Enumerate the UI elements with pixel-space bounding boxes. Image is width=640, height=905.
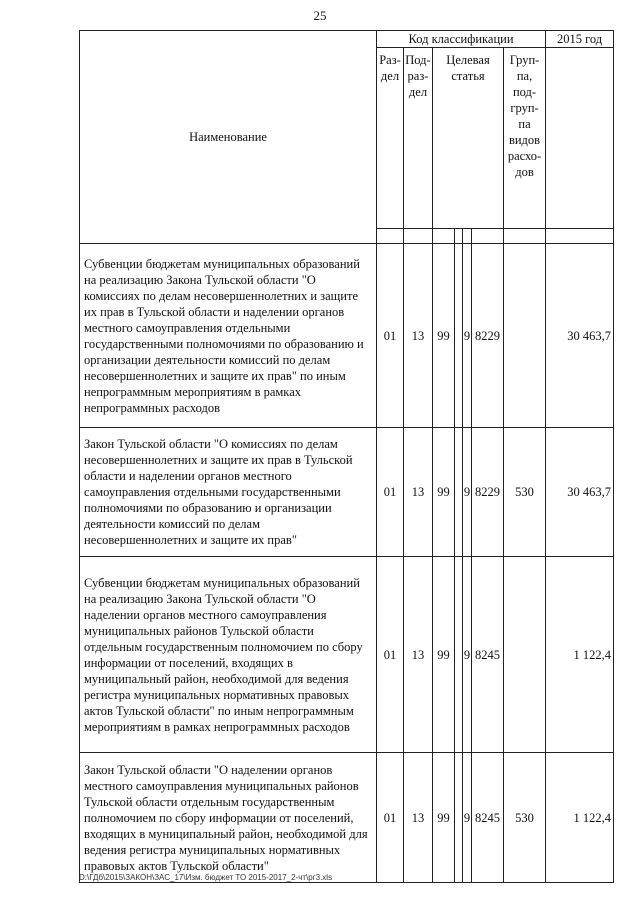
row-target-1: 99 <box>433 428 455 557</box>
row-amount: 1 122,4 <box>546 753 614 883</box>
row-podrazdel: 13 <box>404 753 433 883</box>
row-razdel: 01 <box>377 244 404 428</box>
row-target-3: 9 <box>463 557 472 753</box>
row-target-3: 9 <box>463 428 472 557</box>
row-name: Закон Тульской области "О комиссиях по делам несовершеннолетних и защите их прав в Тульской области и наделении органов местного самоуправления отдельными государственными полномочиями по образованию и организации деятельности комиссий по делам несовершеннолетних и защите их прав" <box>80 428 377 557</box>
header-year: 2015 год <box>546 31 614 48</box>
row-target-4: 8245 <box>472 753 504 883</box>
header-blank-3 <box>433 229 455 244</box>
header-blank-7 <box>504 229 546 244</box>
row-podrazdel: 13 <box>404 428 433 557</box>
header-blank-2 <box>404 229 433 244</box>
header-blank-1 <box>377 229 404 244</box>
row-group <box>504 557 546 753</box>
row-target-2 <box>455 428 463 557</box>
row-razdel: 01 <box>377 753 404 883</box>
row-group: 530 <box>504 753 546 883</box>
header-code-group: Код классификации <box>377 31 546 48</box>
table-row <box>80 244 614 428</box>
header-blank-4 <box>455 229 463 244</box>
row-target-2 <box>455 557 463 753</box>
header-year-blank <box>546 48 614 229</box>
header-blank-6 <box>472 229 504 244</box>
row-group <box>504 244 546 428</box>
row-target-4: 8229 <box>472 244 504 428</box>
row-target-3: 9 <box>463 753 472 883</box>
header-name: Наименование <box>80 31 377 244</box>
row-amount: 30 463,7 <box>546 244 614 428</box>
row-razdel: 01 <box>377 428 404 557</box>
header-blank-8 <box>546 229 614 244</box>
row-name: Закон Тульской области "О наделении органов местного самоуправления муниципальных районов Тульской области отдельным государственным полномочием по сбору информации от поселений, входящих в муниципальный район, необходимой для ведения регистра муниципальных нормативных правовых актов Тульской области" <box>80 753 377 883</box>
header-podrazdel: Под- раз- дел <box>404 48 433 229</box>
table-row <box>80 753 614 883</box>
header-blank-5 <box>463 229 472 244</box>
row-target-1: 99 <box>433 557 455 753</box>
page-number: 25 <box>313 8 327 23</box>
budget-table <box>79 30 614 883</box>
row-target-1: 99 <box>433 753 455 883</box>
row-target-3: 9 <box>463 244 472 428</box>
header-group: Груп- па, под- груп- па видов расхо- дов <box>504 48 546 229</box>
row-target-2 <box>455 753 463 883</box>
row-podrazdel: 13 <box>404 244 433 428</box>
table-row <box>80 428 614 557</box>
row-podrazdel: 13 <box>404 557 433 753</box>
file-path-footer: D:\ГДб\2015\ЗАКОН\ЗАС_17\Изм. бюджет ТО 2015-2017_2-чт\рг3.xls <box>79 873 333 882</box>
row-target-4: 8245 <box>472 557 504 753</box>
row-name: Субвенции бюджетам муниципальных образований на реализацию Закона Тульской области "О наделении органов местного самоуправления муниципальных районов Тульской области отдельным государственным полномочием по сбору информации от поселений, входящих в муниципальный район, необходимой для ведения регистра муниципальных нормативных правовых актов Тульской области" по иным непрограммным мероприятиям в рамках непрограммных расходов <box>80 557 377 753</box>
row-name: Субвенции бюджетам муниципальных образований на реализацию Закона Тульской области "О комиссиях по делам несовершеннолетних и защите их прав в Тульской области и наделении органов местного самоуправления отдельными государственными полномочиями по образованию и организации деятельности комиссий по делам несовершеннолетних и защите их прав" по иным непрограммным мероприятиям в рамках непрограммных расходов <box>80 244 377 428</box>
header-target: Целевая статья <box>433 48 504 229</box>
table-row <box>80 557 614 753</box>
row-amount: 30 463,7 <box>546 428 614 557</box>
row-target-1: 99 <box>433 244 455 428</box>
row-target-4: 8229 <box>472 428 504 557</box>
row-target-2 <box>455 244 463 428</box>
header-razdel: Раз- дел <box>377 48 404 229</box>
row-group: 530 <box>504 428 546 557</box>
row-razdel: 01 <box>377 557 404 753</box>
row-amount: 1 122,4 <box>546 557 614 753</box>
